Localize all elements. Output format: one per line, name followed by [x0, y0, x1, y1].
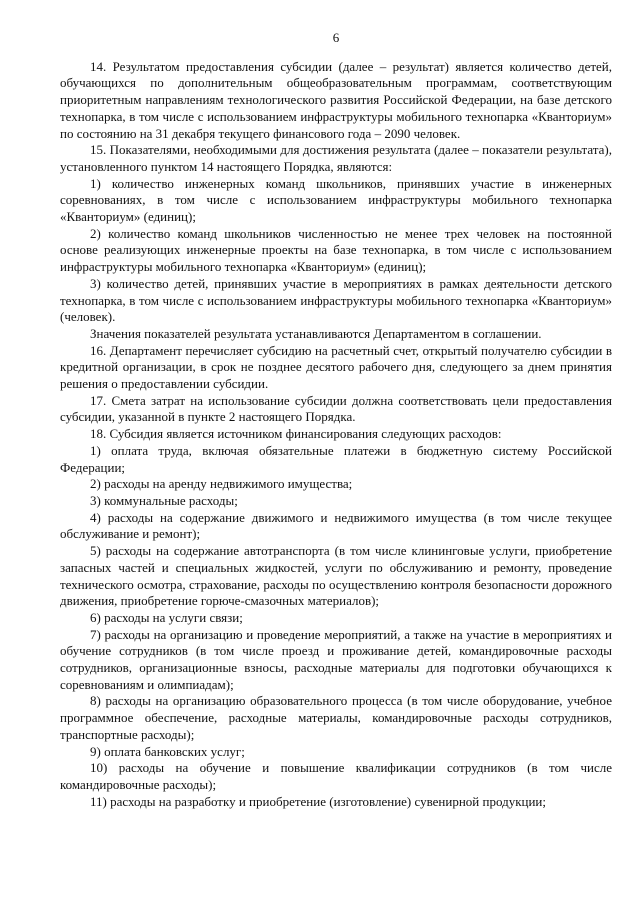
indicator-values-note: Значения показателей результата устанавливаются Департаментом в соглашении.: [90, 325, 542, 341]
indicator-item-1: 1) количество инженерных команд школьников, принявших участие в инженерных соревнованиях, в том числе с использованием инфраструктуры мобильного технопарка «Кванториум» (единиц);: [60, 175, 612, 225]
paragraph-14-result: 14. Результатом предоставления субсидии (далее – результат) является количество детей, обучающихся по дополнительным общеобразовательным программам, соответствующим приоритетным направлениям технологического развития Российской Федерации, на базе детского технопарка, в том числе с использованием инфраструктуры мобильного технопарка «Кванториум» по состоянию на 31 декабря текущего финансового года – 2090 человек.: [60, 58, 612, 141]
expense-item-3: 3) коммунальные расходы;: [90, 492, 238, 508]
paragraph-16-transfer: 16. Департамент перечисляет субсидию на расчетный счет, открытый получателю субсидии в кредитной организации, в срок не позднее десятого рабочего дня, следующего за днем принятия решения о предоставлении субсидии.: [60, 342, 612, 392]
expense-item-6: 6) расходы на услуги связи;: [90, 609, 243, 625]
indicator-item-2: 2) количество команд школьников численностью не менее трех человек на постоянной основе реализующих инженерные проекты на базе технопарка, в том числе с использованием инфраструктуры мобильного технопарка «Кванториум» (единиц);: [60, 225, 612, 275]
expense-item-7: 7) расходы на организацию и проведение мероприятий, а также на участие в мероприятиях и обучение сотрудников (в том числе проезд и проживание детей, командировочные расходы сотрудников, организационные взносы, расходные материалы для подготовки обучающихся к соревнованиям и олимпиадам);: [60, 626, 612, 692]
expense-item-2: 2) расходы на аренду недвижимого имущества;: [90, 476, 353, 492]
expense-item-4: 4) расходы на содержание движимого и недвижимого имущества (в том числе текущее обслуживание и ремонт);: [60, 509, 612, 542]
paragraph-18-expenses: 18. Субсидия является источником финансирования следующих расходов:: [90, 426, 502, 442]
paragraph-15-indicators: 15. Показателями, необходимыми для достижения результата (далее – показатели результата), установленного пунктом 14 настоящего Порядка, являются:: [60, 142, 612, 174]
paragraph-17-estimate: 17. Смета затрат на использование субсидии должна соответствовать цели предоставления субсидии, указанной в пункте 2 настоящего Порядка.: [60, 392, 612, 425]
expense-item-9: 9) оплата банковских услуг;: [90, 743, 245, 759]
expense-item-1: 1) оплата труда, включая обязательные платежи в бюджетную систему Российской Федерации;: [60, 442, 612, 475]
expense-item-5: 5) расходы на содержание автотранспорта (в том числе клининговые услуги, приобретение запасных частей и специальных жидкостей, услуги по обслуживанию и ремонту, проведение технического осмотра, страхование, расходы по осуществлению контроля безопасности дорожного движения, приобретение горюче-смазочных материалов);: [60, 543, 612, 609]
indicator-item-3: 3) количество детей, принявших участие в мероприятиях в рамках деятельности детского технопарка, в том числе с использованием инфраструктуры мобильного технопарка «Кванториум» (человек).: [60, 275, 612, 325]
expense-item-8: 8) расходы на организацию образовательного процесса (в том числе оборудование, учебное программное обеспечение, расходные материалы, командировочные расходы сотрудников, транспортные расходы);: [60, 693, 612, 742]
page-number: 6: [332, 30, 340, 45]
expense-item-11: 11) расходы на разработку и приобретение (изготовление) сувенирной продукции;: [90, 793, 547, 809]
document-body: [60, 59, 612, 811]
expense-item-10: 10) расходы на обучение и повышение квалификации сотрудников (в том числе командировочные расходы);: [60, 760, 612, 792]
